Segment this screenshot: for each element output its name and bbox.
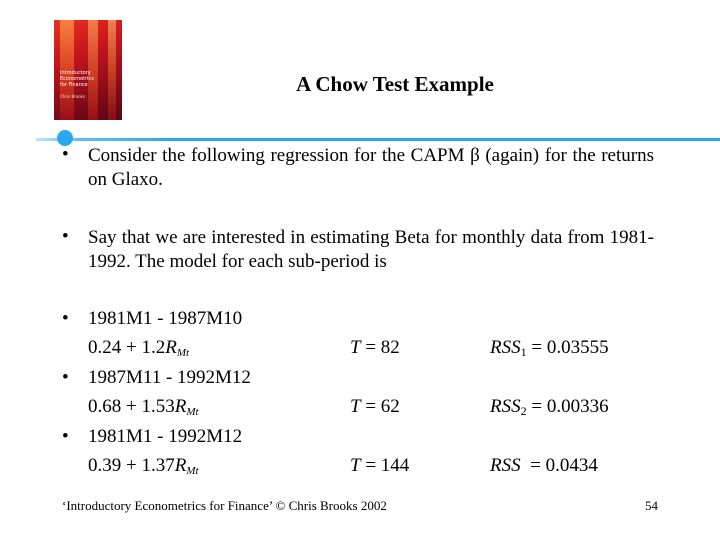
slide-title: A Chow Test Example — [296, 72, 494, 96]
period-equation: $0.24 + 1.2R_{Mt}$ — [88, 337, 190, 359]
bullet-marker: • — [62, 367, 69, 388]
title-rule — [36, 138, 720, 141]
bullet-marker: • — [62, 426, 69, 447]
bullet-marker: • — [62, 144, 69, 165]
residual-sum-squares: $RSS_2 = 0.00336$ — [490, 396, 609, 418]
sample-size: T = 82 — [350, 337, 400, 358]
residual-sum-squares: RSS = 0.0434 — [490, 455, 598, 476]
bullet-marker: • — [62, 308, 69, 329]
footer-citation: ‘Introductory Econometrics for Finance’ © Chris Brooks 2002 — [62, 498, 387, 513]
period-label: 1987M11 - 1992M12 — [88, 367, 251, 388]
residual-sum-squares: $RSS_1 = 0.03555$ — [490, 337, 609, 359]
bullet-text-1: Consider the following regression for the CAPM β (again) for the returns on Glaxo. — [88, 145, 654, 190]
period-label: 1981M1 - 1987M10 — [88, 308, 243, 329]
book-cover-image — [54, 20, 122, 120]
bullet-text-2: Say that we are interested in estimating Beta for monthly data from 1981-1992. The model for each sub-period is — [88, 227, 654, 272]
period-equation: $0.68 + 1.53R_{Mt}$ — [88, 396, 199, 418]
period-equation: $0.39 + 1.37R_{Mt}$ — [88, 455, 199, 477]
sample-size: T = 144 — [350, 455, 410, 476]
sample-size: T = 62 — [350, 396, 400, 417]
period-label: 1981M1 - 1992M12 — [88, 426, 243, 447]
cover-title: Introductory Econometrics for Finance — [60, 70, 94, 88]
page-number: 54 — [645, 498, 658, 513]
cover-author: Chris Brooks — [60, 94, 86, 99]
bullet-marker: • — [62, 226, 69, 247]
